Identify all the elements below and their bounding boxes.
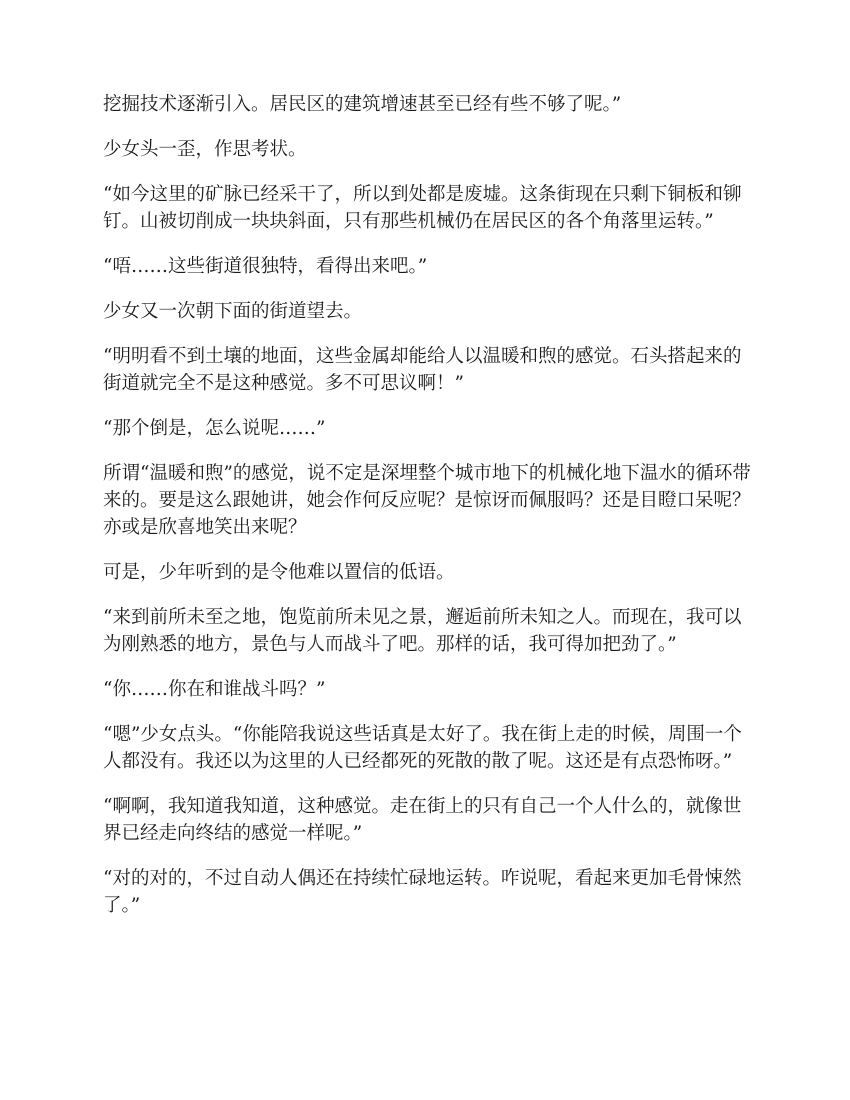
- paragraph: “嗯”少女点头。“你能陪我说这些话真是太好了。我在街上走的时候，周围一个人都没有。我还以为这里的人已经都死的死散的散了呢。这还是有点恐怖呀。”: [103, 724, 742, 772]
- paragraph: 所谓“温暖和煦”的感觉，说不定是深埋整个城市地下的机械化地下温水的循环带来的。要是这么跟她讲，她会作何反应呢？是惊讶而佩服吗？还是目瞪口呆呢？亦或是欣喜地笑出来呢？: [103, 463, 751, 538]
- paragraph: “对的对的，不过自动人偶还在持续忙碌地运转。咋说呢，看起来更加毛骨悚然了。”: [103, 868, 742, 916]
- paragraph: “那个倒是，怎么说呢……”: [103, 418, 326, 439]
- paragraph: 少女又一次朝下面的街道望去。: [103, 301, 363, 322]
- paragraph: “唔……这些街道很独特，看得出来吧。”: [103, 256, 428, 277]
- paragraph: “来到前所未至之地，饱览前所未见之景，邂逅前所未知之人。而现在，我可以为刚熟悉的地方，景色与人而战斗了吧。那样的话，我可得加把劲了。”: [103, 607, 742, 655]
- paragraph: 少女头一歪，作思考状。: [103, 139, 307, 160]
- paragraph: 挖掘技术逐渐引入。居民区的建筑增速甚至已经有些不够了呢。”: [103, 94, 622, 115]
- paragraph: “啊啊，我知道我知道，这种感觉。走在街上的只有自己一个人什么的，就像世界已经走向终结的感觉一样呢。”: [103, 796, 742, 844]
- page-body: [103, 91, 751, 937]
- paragraph: 可是，少年听到的是令他难以置信的低语。: [103, 562, 455, 583]
- paragraph: “如今这里的矿脉已经采干了，所以到处都是废墟。这条街现在只剩下铜板和铆钉。山被切削成一块块斜面，只有那些机械仍在居民区的各个角落里运转。”: [103, 184, 742, 232]
- paragraph: “明明看不到土壤的地面，这些金属却能给人以温暖和煦的感觉。石头搭起来的街道就完全不是这种感觉。多不可思议啊！”: [103, 346, 742, 394]
- paragraph: “你……你在和谁战斗吗？”: [103, 679, 326, 700]
